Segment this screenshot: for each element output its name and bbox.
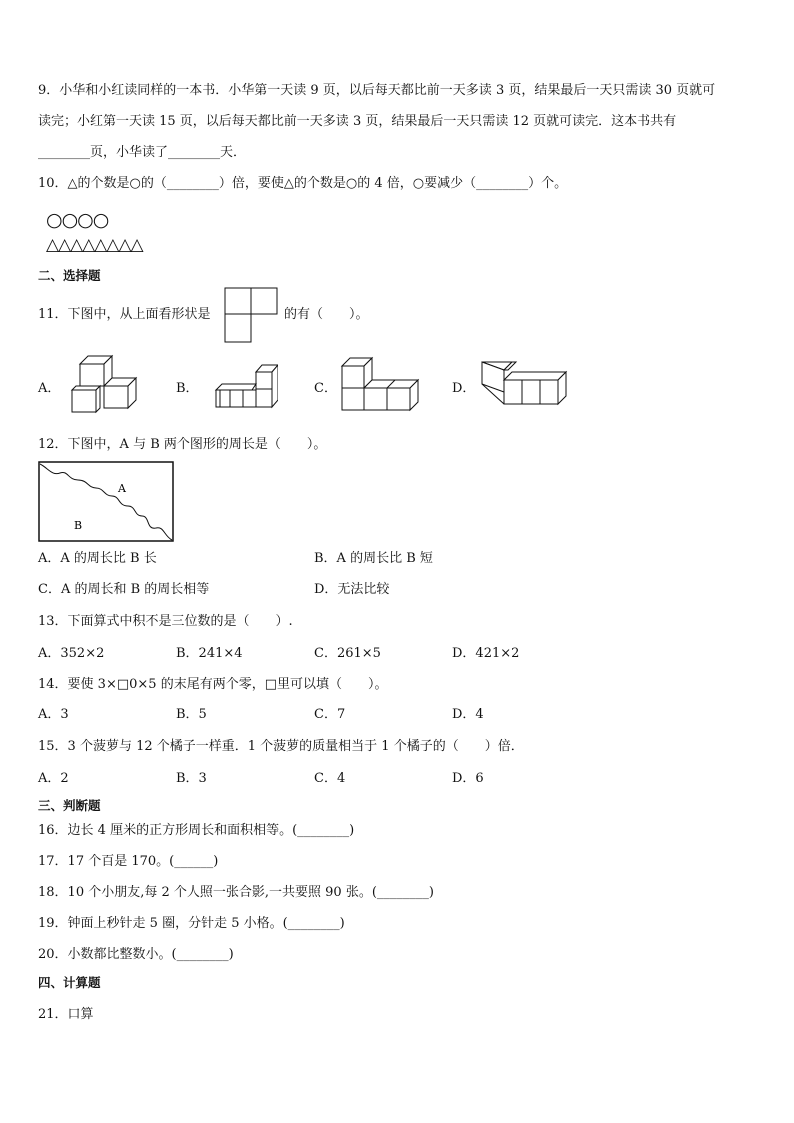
q15-option-a: A．2 — [38, 771, 69, 786]
q12-region-a: A — [118, 482, 126, 495]
q13-text: 13．下面算式中积不是三位数的是（ ）. — [38, 614, 293, 629]
q12-option-c: C．A 的周长和 B 的周长相等 — [38, 582, 210, 597]
q14-option-d: D．4 — [452, 707, 484, 722]
q19-text: 19．钟面上秒针走 5 圈，分针走 5 小格。(________) — [38, 916, 345, 931]
q17-text: 17．17 个百是 170。(______) — [38, 854, 219, 869]
q11-prefix: 11．下图中，从上面看形状是 — [38, 307, 211, 322]
q10-circles: ○○○○ — [46, 209, 109, 231]
q14-text: 14．要使 3×□0×5 的末尾有两个零，□里可以填（ ）。 — [38, 677, 388, 692]
q13-option-a: A．352×2 — [38, 646, 105, 661]
q16-text: 16．边长 4 厘米的正方形周长和面积相等。(________) — [38, 823, 355, 838]
q18-text: 18．10 个小朋友,每 2 个人照一张合影,一共要照 90 张。(________) — [38, 885, 434, 900]
q11-option-a-figure — [66, 352, 142, 416]
q9-line-1: 9．小华和小红读同样的一本书．小华第一天读 9 页，以后每天都比前一天多读 3 页，结果最后一天只需读 30 页就可 — [38, 83, 716, 98]
q11-option-d-figure — [478, 358, 570, 408]
q12-option-a: A．A 的周长比 B 长 — [38, 551, 157, 566]
q12-option-d: D．无法比较 — [314, 582, 390, 597]
q13-option-b: B．241×4 — [176, 646, 243, 661]
q11-suffix: 的有（ ）。 — [284, 307, 369, 322]
q11-option-a-label: A． — [38, 381, 61, 396]
q11-option-c-label: C． — [314, 381, 337, 396]
q14-option-a: A．3 — [38, 707, 69, 722]
section-heading-choice: 二、选择题 — [38, 268, 101, 283]
q10-text: 10．△的个数是○的（________）倍，要使△的个数是○的 4 倍，○要减少（________）个。 — [38, 176, 568, 191]
q13-option-c: C．261×5 — [314, 646, 381, 661]
q11-option-b-label: B． — [176, 381, 199, 396]
section-heading-judgement: 三、判断题 — [38, 798, 101, 813]
section-heading-calculation: 四、计算题 — [38, 975, 101, 990]
q15-option-b: B．3 — [176, 771, 207, 786]
q15-option-d: D．6 — [452, 771, 484, 786]
q13-option-d: D．421×2 — [452, 646, 520, 661]
q11-option-c-figure — [338, 354, 422, 412]
q11-top-view-figure — [224, 287, 280, 344]
q14-option-c: C．7 — [314, 707, 346, 722]
q21-text: 21．口算 — [38, 1007, 94, 1022]
q9-line-2: 读完；小红第一天读 15 页，以后每天都比前一天多读 3 页，结果最后一天只需读 12 页就可读完．这本书共有 — [38, 114, 677, 129]
q10-triangles: △△△△△△△△ — [46, 235, 143, 255]
q12-option-b: B．A 的周长比 B 短 — [314, 551, 433, 566]
q15-text: 15．3 个菠萝与 12 个橘子一样重．1 个菠萝的质量相当于 1 个橘子的（ ）倍． — [38, 739, 524, 754]
q12-figure — [38, 460, 176, 544]
q15-option-c: C．4 — [314, 771, 346, 786]
q20-text: 20．小数都比整数小。(________) — [38, 947, 234, 962]
q9-line-3: ________页，小华读了________天． — [38, 145, 247, 160]
q14-option-b: B．5 — [176, 707, 207, 722]
q12-text: 12．下图中，A 与 B 两个图形的周长是（ ）。 — [38, 437, 327, 452]
q11-option-b-figure — [212, 362, 278, 410]
q11-option-d-label: D． — [452, 381, 476, 396]
q12-region-b: B — [74, 519, 83, 532]
